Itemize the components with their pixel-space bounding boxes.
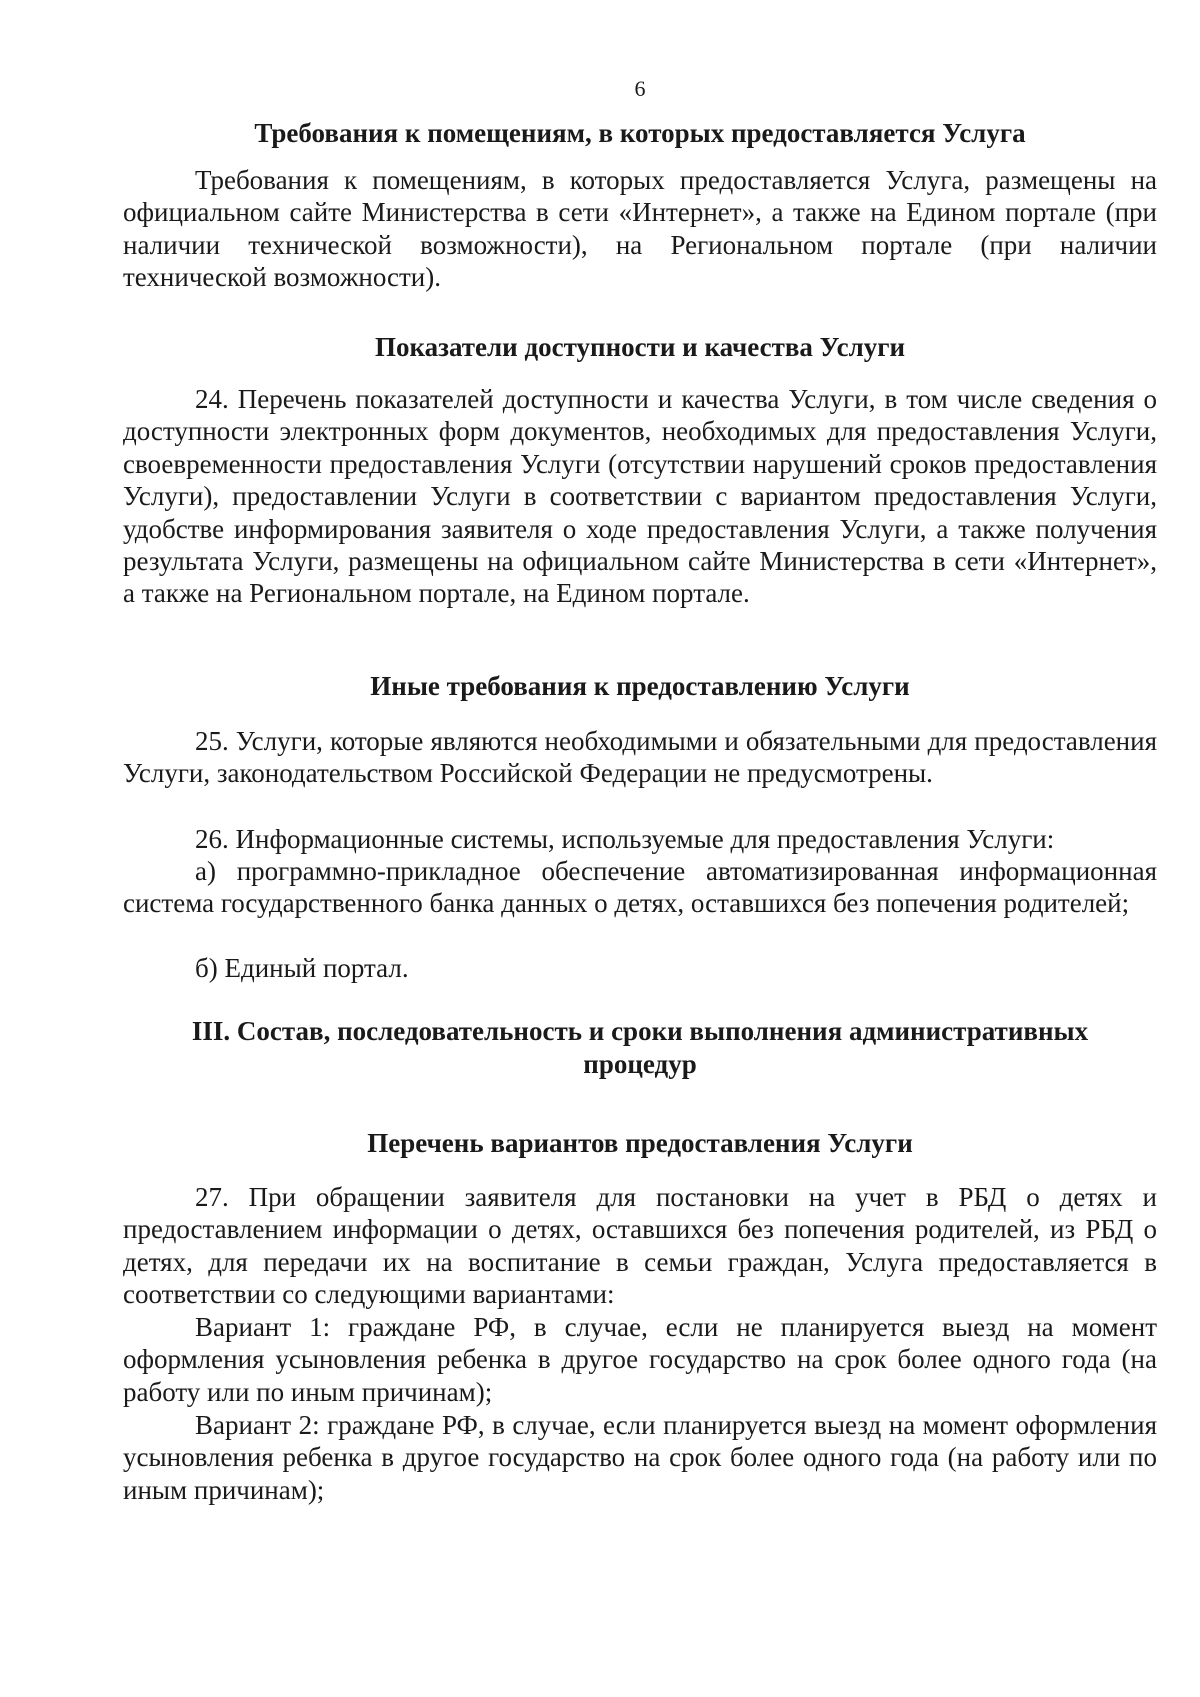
paragraph-26: 26. Информационные системы, используемые для предоставления Услуги: — [195, 824, 1055, 854]
page-number: 6 — [634, 76, 646, 101]
paragraph-24: 24. Перечень показателей доступности и качества Услуги, в том числе сведения о доступности электронных форм документов, необходимых для предоставления Услуги, своевременности предоставления Услуги (отсутствии нарушений сроков предоставления Услуги), предоставлении Услуги в соответствии с вариантом предоставления Услуги, удобстве информирования заявителя о ходе предоставления Услуги, а также получения результата Услуги, размещены на официальном сайте Министерства в сети «Интернет», а также на Региональном портале, на Едином портале. — [123, 384, 1157, 609]
chapter-3-heading-line-1: III. Состав, последовательность и сроки выполнения административных — [191, 1016, 1089, 1046]
heading-other-requirements: Иные требования к предоставлению Услуги — [370, 671, 910, 701]
paragraph-25: 25. Услуги, которые являются необходимыми и обязательными для предоставления Услуги, законодательством Российской Федерации не предусмотрены. — [123, 726, 1157, 789]
heading-premises-requirements: Требования к помещениям, в которых предоставляется Услуга — [254, 118, 1026, 148]
paragraph-variant-2: Вариант 2: граждане РФ, в случае, если планируется выезд на момент оформления усыновления ребенка в другое государство на срок более одного года (на работу или по иным причинам); — [123, 1410, 1157, 1505]
paragraph-variant-1: Вариант 1: граждане РФ, в случае, если не планируется выезд на момент оформления усыновления ребенка в другое государство на срок более одного года (на работу или по иным причинам); — [123, 1312, 1157, 1407]
paragraph-26-a: а) программно-прикладное обеспечение автоматизированная информационная система государственного банка данных о детях, оставшихся без попечения родителей; — [123, 856, 1157, 919]
paragraph-26-b: б) Единый портал. — [195, 953, 409, 983]
heading-availability-quality-indicators: Показатели доступности и качества Услуги — [374, 332, 906, 362]
paragraph-27: 27. При обращении заявителя для постановки на учет в РБД о детях и предоставлением информации о детях, оставшихся без попечения родителей, из РБД о детях, для передачи их на воспитание в семьи граждан, Услуга предоставляется в соответствии со следующими вариантами: — [123, 1182, 1157, 1310]
chapter-3-heading-line-2: процедур — [583, 1049, 697, 1079]
heading-service-variants-list: Перечень вариантов предоставления Услуги — [367, 1128, 913, 1158]
paragraph-premises-requirements: Требования к помещениям, в которых предоставляется Услуга, размещены на официальном сайте Министерства в сети «Интернет», а также на Едином портале (при наличии технической возможности), на Региональном портале (при наличии технической возможности). — [123, 165, 1157, 293]
